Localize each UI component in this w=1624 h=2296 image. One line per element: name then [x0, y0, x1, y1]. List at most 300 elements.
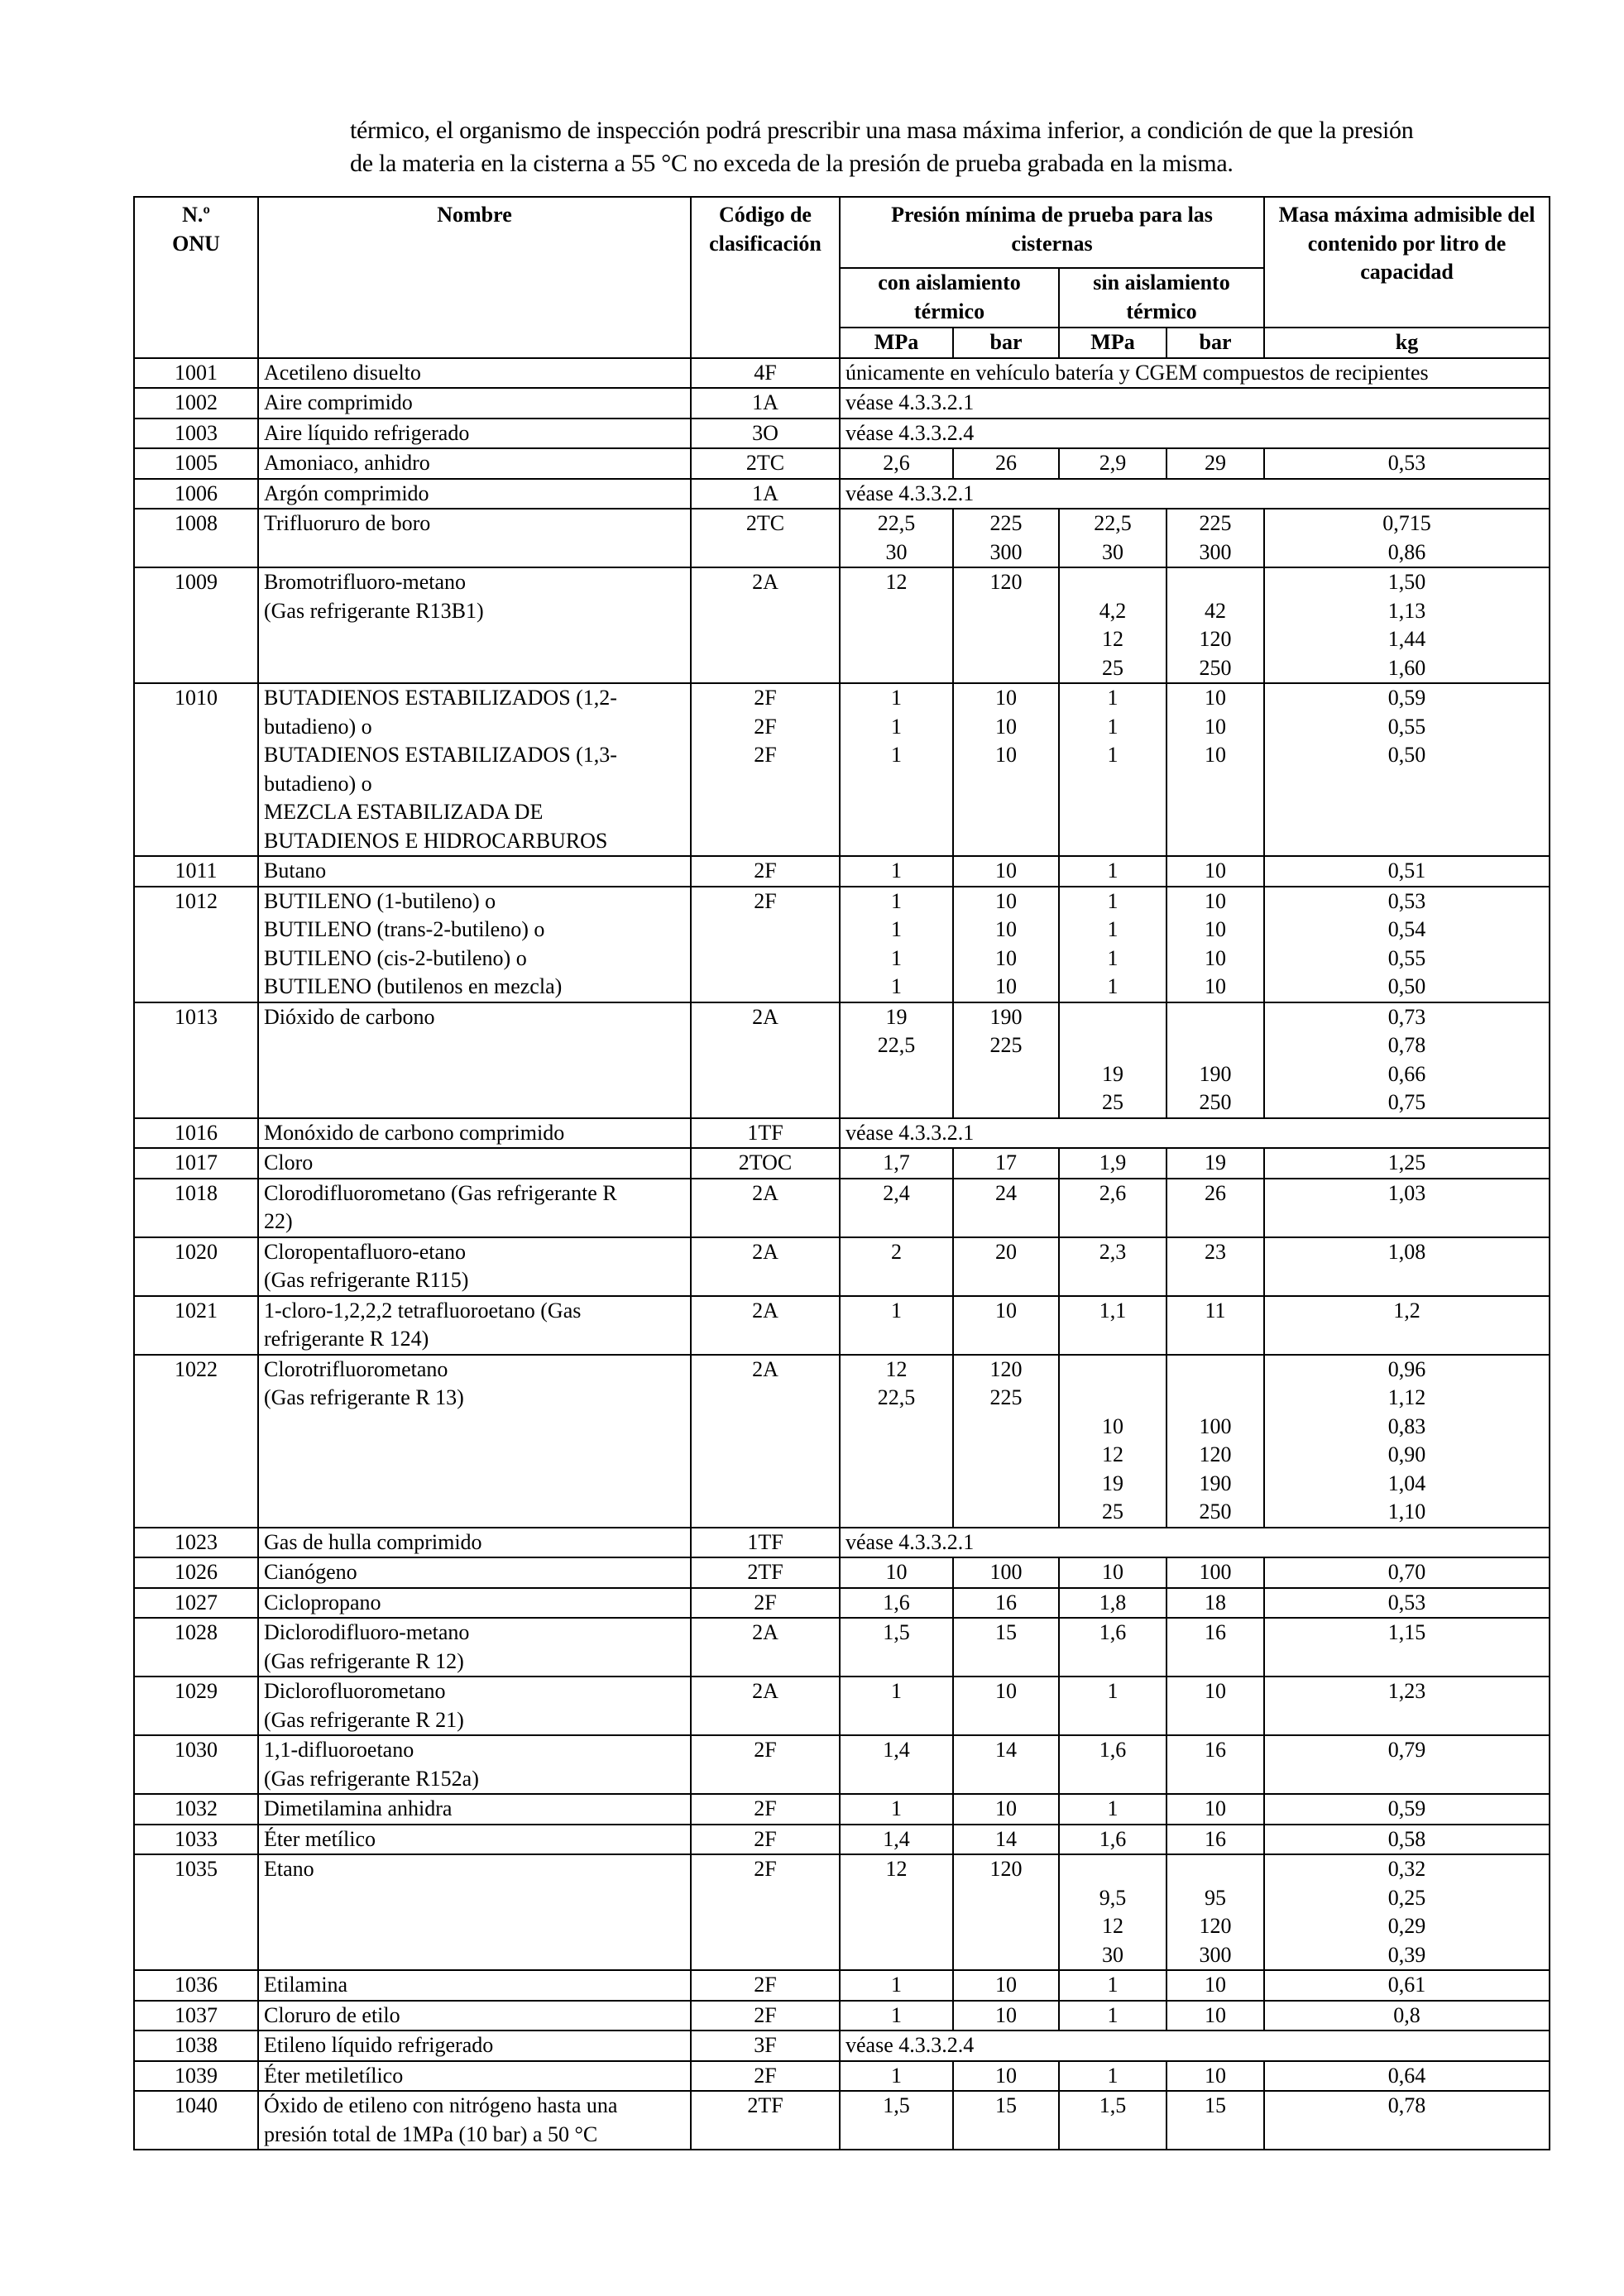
cell-max-mass-kg-line: 0,53: [1387, 451, 1426, 475]
cell-name: [258, 509, 691, 567]
cell-max-mass-kg: [1264, 448, 1550, 479]
cell-bar-without-insulation: [1167, 1854, 1264, 1970]
cell-bar-without-insulation: [1167, 1970, 1264, 2001]
cell-mpa-without-insulation-line: 1: [1107, 686, 1119, 710]
cell-mpa-without-insulation-line: 1,8: [1099, 1590, 1127, 1614]
cell-name-line: 22): [264, 1209, 293, 1233]
cell-bar-with-insulation-line: 10: [995, 743, 1017, 767]
cell-un-number: 1010: [134, 683, 258, 856]
cell-bar-without-insulation: [1167, 1588, 1264, 1619]
cell-bar-without-insulation-line: 10: [1205, 859, 1227, 883]
cell-max-mass-kg-line: 0,73: [1387, 1004, 1426, 1029]
cell-max-mass-kg-line: 0,75: [1387, 1090, 1426, 1114]
cell-mpa-with-insulation-line: 1: [891, 859, 902, 883]
cell-bar-with-insulation-line: 10: [995, 686, 1017, 710]
cell-un-number: 1001: [134, 358, 258, 389]
cell-name: [258, 1528, 691, 1558]
cell-mpa-without-insulation-line: 1: [1107, 1973, 1119, 1997]
cell-classification-code-line: 2F: [754, 1857, 777, 1881]
cell-bar-with-insulation: [953, 1148, 1059, 1179]
cell-max-mass-kg: [1264, 1970, 1550, 2001]
cell-name: [258, 1825, 691, 1855]
cell-bar-with-insulation-line: 16: [995, 1590, 1017, 1614]
cell-bar-without-insulation: [1167, 2091, 1264, 2150]
cell-max-mass-kg-line: 0,29: [1387, 1914, 1426, 1938]
table-row: [134, 419, 1550, 449]
table-row: [134, 1528, 1550, 1558]
cell-bar-with-insulation-line: 10: [995, 1298, 1017, 1323]
cell-un-number: 1036: [134, 1970, 258, 2001]
cell-un-number: 1035: [134, 1854, 258, 1970]
intro-paragraph: [350, 114, 1541, 180]
cell-bar-without-insulation: [1167, 1002, 1264, 1118]
cell-classification-code-line: 2A: [752, 1004, 778, 1029]
cell-name: [258, 2061, 691, 2092]
table-header: [134, 197, 1550, 358]
cell-classification-code-line: 2A: [752, 570, 778, 594]
header-classification-code: Código de clasificación: [691, 197, 840, 358]
cell-classification-code: [691, 1677, 840, 1735]
cell-mpa-with-insulation: [840, 1794, 953, 1825]
cell-classification-code: [691, 419, 840, 449]
cell-classification-code-line: 3F: [754, 2033, 777, 2057]
cell-mpa-without-insulation: [1059, 856, 1167, 887]
cell-max-mass-kg-line: 0,66: [1387, 1061, 1426, 1086]
cell-max-mass-kg-line: 0,58: [1387, 1826, 1426, 1851]
cell-name: [258, 887, 691, 1002]
cell-mpa-without-insulation-line: [1065, 1031, 1161, 1060]
cell-mpa-without-insulation: [1059, 1825, 1167, 1855]
table-row: [134, 1237, 1550, 1296]
cell-mpa-without-insulation-line: 1: [1107, 1796, 1119, 1820]
cell-bar-without-insulation: [1167, 1618, 1264, 1677]
cell-mpa-with-insulation-line: 1: [891, 1796, 902, 1820]
table-row: [134, 479, 1550, 509]
cell-max-mass-kg-line: 0,96: [1387, 1356, 1426, 1381]
cell-mpa-with-insulation: [840, 1148, 953, 1179]
cell-name: [258, 1179, 691, 1237]
cell-classification-code: [691, 856, 840, 887]
table-row: [134, 567, 1550, 683]
cell-classification-code-line: 2A: [752, 1679, 778, 1703]
cell-note: véase 4.3.3.2.4: [840, 419, 1550, 449]
cell-max-mass-kg-line: 1,08: [1387, 1239, 1426, 1264]
table-row: [134, 1118, 1550, 1149]
cell-mpa-without-insulation: [1059, 567, 1167, 683]
cell-mpa-with-insulation-line: 19: [885, 1004, 908, 1029]
cell-un-number: 1027: [134, 1588, 258, 1619]
cell-name-line: (Gas refrigerante R 21): [264, 1707, 464, 1732]
cell-bar-with-insulation: [953, 1825, 1059, 1855]
cell-mpa-with-insulation: [840, 683, 953, 856]
cell-name-line: Etileno líquido refrigerado: [264, 2033, 494, 2057]
cell-classification-code: [691, 887, 840, 1002]
cell-max-mass-kg: [1264, 1854, 1550, 1970]
cell-mpa-with-insulation: [840, 1296, 953, 1355]
cell-classification-code: [691, 1825, 840, 1855]
cell-max-mass-kg-line: 0,64: [1387, 2063, 1426, 2088]
cell-bar-without-insulation-line: 120: [1199, 627, 1232, 651]
cell-max-mass-kg-line: 1,25: [1387, 1150, 1426, 1174]
cell-classification-code: [691, 2061, 840, 2092]
cell-mpa-without-insulation-line: 1: [1107, 859, 1119, 883]
header-unit-bar-with: bar: [953, 328, 1059, 358]
header-min-test-pressure: Presión mínima de prueba para las cisternas: [840, 197, 1264, 268]
cell-bar-with-insulation: [953, 683, 1059, 856]
cell-classification-code: [691, 1179, 840, 1237]
cell-bar-with-insulation-line: 10: [995, 1796, 1017, 1820]
cell-name-line: Monóxido de carbono comprimido: [264, 1120, 565, 1145]
cell-bar-with-insulation-line: 120: [989, 1356, 1023, 1381]
cell-name: [258, 448, 691, 479]
cell-bar-without-insulation-line: 10: [1205, 945, 1227, 970]
cell-bar-with-insulation: [953, 448, 1059, 479]
cell-classification-code-line: 3O: [752, 420, 778, 445]
cell-classification-code: [691, 388, 840, 419]
cell-mpa-without-insulation: [1059, 448, 1167, 479]
cell-name-line: Argón comprimido: [264, 481, 429, 505]
cell-mpa-without-insulation: [1059, 1237, 1167, 1296]
cell-un-number: 1040: [134, 2091, 258, 2150]
cell-name-line: Gas de hulla comprimido: [264, 1529, 482, 1554]
cell-name-line: BUTADIENOS E HIDROCARBUROS: [264, 828, 608, 853]
cell-mpa-without-insulation-line: 25: [1102, 655, 1123, 680]
cell-bar-without-insulation-line: 42: [1205, 598, 1227, 623]
table-row: [134, 1588, 1550, 1619]
cell-mpa-with-insulation: [840, 2091, 953, 2150]
cell-name-line: (Gas refrigerante R 13): [264, 1385, 464, 1409]
table-row: [134, 887, 1550, 1002]
cell-bar-with-insulation: [953, 1557, 1059, 1588]
cell-mpa-without-insulation: [1059, 1355, 1167, 1528]
cell-name-line: Diclorodifluoro-metano: [264, 1620, 470, 1644]
cell-un-number: 1039: [134, 2061, 258, 2092]
cell-bar-with-insulation: [953, 1355, 1059, 1528]
cell-bar-without-insulation: [1167, 1825, 1264, 1855]
cell-max-mass-kg: [1264, 1355, 1550, 1528]
cell-un-number: 1012: [134, 887, 258, 1002]
cell-bar-with-insulation-line: 14: [995, 1826, 1017, 1851]
cell-mpa-without-insulation-line: 1,6: [1099, 1738, 1127, 1762]
table-row: [134, 509, 1550, 567]
cell-max-mass-kg: [1264, 887, 1550, 1002]
cell-mpa-without-insulation: [1059, 1970, 1167, 2001]
cell-max-mass-kg-line: 0,8: [1393, 2002, 1420, 2027]
cell-classification-code-line: 2F: [754, 1796, 777, 1820]
cell-bar-without-insulation-line: 29: [1205, 451, 1227, 475]
cell-classification-code-line: 2A: [752, 1298, 778, 1323]
cell-bar-with-insulation: [953, 1618, 1059, 1677]
cell-mpa-with-insulation: [840, 887, 953, 1002]
header-without-insulation: sin aislamiento térmico: [1059, 268, 1264, 328]
cell-bar-with-insulation-line: 120: [989, 570, 1023, 594]
cell-bar-without-insulation: [1167, 2061, 1264, 2092]
cell-max-mass-kg-line: 1,10: [1387, 1500, 1426, 1523]
cell-name-line: BUTILENO (cis-2-butileno) o: [264, 945, 527, 970]
cell-max-mass-kg-line: 0,70: [1387, 1560, 1426, 1584]
cell-mpa-with-insulation-line: 2: [891, 1239, 902, 1264]
cell-mpa-without-insulation-line: 25: [1102, 1500, 1123, 1523]
table-row: [134, 2001, 1550, 2031]
cell-bar-with-insulation: [953, 2001, 1059, 2031]
cell-un-number: 1008: [134, 509, 258, 567]
cell-classification-code-line: 1TF: [747, 1529, 783, 1554]
cell-bar-with-insulation-line: 10: [995, 2002, 1017, 2027]
cell-mpa-with-insulation-line: 30: [885, 539, 908, 564]
cell-bar-without-insulation-line: 225: [1199, 511, 1232, 535]
cell-bar-without-insulation-line: 26: [1205, 1180, 1227, 1205]
table-row: [134, 1002, 1550, 1118]
table-row: [134, 1557, 1550, 1588]
cell-max-mass-kg-line: 0,54: [1387, 917, 1426, 941]
cell-max-mass-kg-line: 1,23: [1387, 1679, 1426, 1703]
cell-name: [258, 1557, 691, 1588]
cell-classification-code: [691, 358, 840, 389]
cell-mpa-with-insulation-line: 2,4: [883, 1180, 910, 1205]
cell-bar-without-insulation-line: 100: [1199, 1413, 1232, 1438]
cell-bar-with-insulation: [953, 856, 1059, 887]
cell-mpa-without-insulation: [1059, 1002, 1167, 1118]
cell-classification-code: [691, 1148, 840, 1179]
cell-bar-with-insulation: [953, 1970, 1059, 2001]
cell-mpa-without-insulation-line: 1,6: [1099, 1620, 1127, 1644]
cell-bar-with-insulation-line: 10: [995, 974, 1017, 998]
cell-bar-with-insulation: [953, 1794, 1059, 1825]
cell-classification-code-line: 2F: [754, 686, 777, 710]
cell-bar-with-insulation: [953, 2061, 1059, 2092]
cell-classification-code: [691, 1618, 840, 1677]
cell-name-line: Butano: [264, 859, 327, 883]
cell-classification-code: [691, 1588, 840, 1619]
cell-bar-without-insulation: [1167, 856, 1264, 887]
cell-mpa-without-insulation-line: 22,5: [1094, 511, 1132, 535]
cell-max-mass-kg: [1264, 683, 1550, 856]
cell-name-line: Cianógeno: [264, 1560, 357, 1584]
cell-max-mass-kg: [1264, 1002, 1550, 1118]
cell-mpa-without-insulation-line: [1065, 1003, 1161, 1032]
cell-bar-with-insulation-line: 10: [995, 917, 1017, 941]
cell-name-line: Amoniaco, anhidro: [264, 451, 430, 475]
cell-bar-with-insulation-line: 10: [995, 945, 1017, 970]
cell-mpa-without-insulation-line: 19: [1102, 1471, 1123, 1495]
cell-classification-code-line: 2A: [752, 1356, 778, 1381]
cell-bar-without-insulation-line: 10: [1205, 1796, 1227, 1820]
cell-name-line: (Gas refrigerante R152a): [264, 1766, 479, 1791]
cell-bar-without-insulation-line: 190: [1199, 1061, 1232, 1086]
cell-bar-without-insulation-line: 10: [1205, 743, 1227, 767]
cell-mpa-with-insulation-line: 1: [891, 2002, 902, 2027]
cell-max-mass-kg-line: 1,03: [1387, 1180, 1426, 1205]
cell-classification-code: [691, 1118, 840, 1149]
cell-mpa-without-insulation-line: 2,9: [1099, 451, 1127, 475]
table-row: [134, 1148, 1550, 1179]
table-row: [134, 1296, 1550, 1355]
cell-max-mass-kg-line: 0,55: [1387, 714, 1426, 739]
cell-max-mass-kg-line: 0,59: [1387, 1796, 1426, 1820]
cell-bar-without-insulation: [1167, 1677, 1264, 1735]
table-row: [134, 1970, 1550, 2001]
cell-classification-code-line: 2F: [754, 859, 777, 883]
cell-bar-without-insulation-line: 10: [1205, 686, 1227, 710]
cell-max-mass-kg: [1264, 1237, 1550, 1296]
cell-bar-with-insulation: [953, 567, 1059, 683]
cell-classification-code: [691, 1237, 840, 1296]
cell-name: [258, 1970, 691, 2001]
cell-bar-with-insulation: [953, 2091, 1059, 2150]
intro-line-1: térmico, el organismo de inspección podrá prescribir una masa máxima inferior, a condición de que la presión: [350, 117, 1414, 144]
cell-classification-code-line: 2TC: [745, 511, 785, 535]
cell-classification-code-line: 2F: [754, 2002, 777, 2027]
cell-un-number: 1006: [134, 479, 258, 509]
cell-max-mass-kg-line: 0,25: [1387, 1885, 1426, 1910]
cell-name-line: Clorodifluorometano (Gas refrigerante R: [264, 1180, 617, 1205]
cell-mpa-with-insulation: [840, 1854, 953, 1970]
cell-max-mass-kg-line: 0,715: [1382, 511, 1431, 535]
cell-bar-with-insulation-line: 10: [995, 859, 1017, 883]
cell-mpa-without-insulation-line: 10: [1102, 1413, 1123, 1438]
cell-note: véase 4.3.3.2.4: [840, 2031, 1550, 2061]
cell-classification-code: [691, 1735, 840, 1794]
cell-bar-with-insulation-line: 300: [989, 539, 1023, 564]
cell-name: [258, 1854, 691, 1970]
cell-mpa-without-insulation-line: 1,6: [1099, 1826, 1127, 1851]
cell-bar-with-insulation: [953, 1002, 1059, 1118]
cell-classification-code-line: 1TF: [747, 1120, 783, 1145]
cell-mpa-without-insulation: [1059, 1588, 1167, 1619]
table-row: [134, 2061, 1550, 2092]
cell-mpa-without-insulation-line: 30: [1102, 1942, 1123, 1967]
cell-mpa-without-insulation: [1059, 1735, 1167, 1794]
cell-mpa-with-insulation: [840, 1588, 953, 1619]
cell-bar-with-insulation-line: 24: [995, 1180, 1017, 1205]
cell-mpa-without-insulation-line: 12: [1102, 1914, 1123, 1938]
cell-mpa-without-insulation-line: 1,5: [1099, 2093, 1127, 2117]
cell-un-number: 1029: [134, 1677, 258, 1735]
cell-note: véase 4.3.3.2.1: [840, 388, 1550, 419]
cell-mpa-with-insulation-line: 22,5: [877, 1385, 916, 1409]
cell-bar-without-insulation: [1167, 1296, 1264, 1355]
cell-classification-code-line: 2A: [752, 1620, 778, 1644]
cell-un-number: 1028: [134, 1618, 258, 1677]
cell-mpa-with-insulation-line: 12: [885, 1356, 908, 1381]
cell-un-number: 1013: [134, 1002, 258, 1118]
cell-name-line: Etilamina: [264, 1973, 348, 1997]
cell-mpa-with-insulation-line: 22,5: [877, 511, 916, 535]
cell-classification-code-line: 2TF: [747, 2093, 783, 2117]
table-row: [134, 1735, 1550, 1794]
cell-bar-without-insulation-line: 300: [1199, 539, 1232, 564]
cell-max-mass-kg-line: 1,12: [1387, 1385, 1426, 1409]
cell-bar-without-insulation-line: 300: [1199, 1942, 1232, 1967]
cell-classification-code-line: 2TF: [747, 1560, 783, 1584]
cell-bar-without-insulation-line: 250: [1199, 1500, 1232, 1523]
cell-classification-code-line: 2F: [754, 743, 777, 767]
cell-mpa-without-insulation-line: 12: [1102, 1442, 1123, 1466]
cell-mpa-without-insulation: [1059, 1854, 1167, 1970]
cell-classification-code-line: 1A: [752, 390, 778, 414]
cell-classification-code-line: 2F: [754, 1826, 777, 1851]
cell-name: [258, 1588, 691, 1619]
cell-bar-without-insulation-line: 23: [1205, 1239, 1227, 1264]
cell-bar-without-insulation: [1167, 1735, 1264, 1794]
cell-bar-with-insulation-line: 20: [995, 1239, 1017, 1264]
cell-mpa-with-insulation-line: 1,5: [883, 1620, 910, 1644]
cell-bar-with-insulation-line: 10: [995, 1973, 1017, 1997]
cell-name: [258, 388, 691, 419]
cell-mpa-with-insulation: [840, 1970, 953, 2001]
cell-mpa-with-insulation-line: 1: [891, 1973, 902, 1997]
cell-max-mass-kg-line: 1,04: [1387, 1471, 1426, 1495]
cell-mpa-without-insulation: [1059, 1179, 1167, 1237]
cell-bar-with-insulation-line: 10: [995, 714, 1017, 739]
cell-mpa-without-insulation-line: 1: [1107, 974, 1119, 998]
cell-mpa-with-insulation: [840, 1677, 953, 1735]
cell-mpa-with-insulation-line: 1: [891, 2063, 902, 2088]
cell-un-number: 1033: [134, 1825, 258, 1855]
cell-name-line: Éter metiletílico: [264, 2063, 404, 2088]
cell-mpa-without-insulation-line: 1,9: [1099, 1150, 1127, 1174]
cell-bar-without-insulation: [1167, 1179, 1264, 1237]
cell-mpa-with-insulation: [840, 1557, 953, 1588]
cell-mpa-with-insulation: [840, 2001, 953, 2031]
cell-classification-code: [691, 479, 840, 509]
cell-mpa-without-insulation-line: 12: [1102, 627, 1123, 651]
cell-un-number: 1023: [134, 1528, 258, 1558]
cell-bar-with-insulation: [953, 887, 1059, 1002]
cell-classification-code-line: 2F: [754, 714, 777, 739]
cell-bar-without-insulation-line: [1172, 1356, 1258, 1385]
table-row: [134, 683, 1550, 856]
cell-mpa-with-insulation: [840, 1237, 953, 1296]
table-row: [134, 448, 1550, 479]
cell-name: [258, 1735, 691, 1794]
cell-name-line: BUTILENO (1-butileno) o: [264, 888, 496, 913]
header-name: Nombre: [258, 197, 691, 358]
cell-bar-without-insulation-line: 10: [1205, 2063, 1227, 2088]
cell-mpa-without-insulation-line: 1: [1107, 714, 1119, 739]
cell-bar-without-insulation-line: 10: [1205, 1679, 1227, 1703]
cell-mpa-without-insulation-line: [1065, 1855, 1161, 1884]
cell-mpa-with-insulation-line: 1: [891, 1298, 902, 1323]
cell-mpa-without-insulation-line: 1: [1107, 2063, 1119, 2088]
cell-bar-without-insulation: [1167, 1355, 1264, 1528]
cell-classification-code: [691, 1002, 840, 1118]
cell-name: [258, 419, 691, 449]
cell-bar-with-insulation-line: 10: [995, 888, 1017, 913]
cell-mpa-with-insulation-line: 1,6: [883, 1590, 910, 1614]
cell-bar-without-insulation-line: 10: [1205, 1973, 1227, 1997]
cell-bar-with-insulation-line: 15: [995, 1620, 1017, 1644]
cell-mpa-with-insulation-line: 1,5: [883, 2093, 910, 2117]
cell-mpa-with-insulation: [840, 1002, 953, 1118]
cell-mpa-without-insulation: [1059, 509, 1167, 567]
table-row: [134, 2031, 1550, 2061]
table-row: [134, 1355, 1550, 1528]
cell-bar-without-insulation-line: [1172, 568, 1258, 597]
cell-classification-code: [691, 1854, 840, 1970]
cell-classification-code-line: 2F: [754, 1590, 777, 1614]
cell-mpa-without-insulation-line: [1065, 1384, 1161, 1413]
cell-mpa-with-insulation-line: 1: [891, 888, 902, 913]
cell-un-number: 1020: [134, 1237, 258, 1296]
cell-classification-code: [691, 2091, 840, 2150]
cell-bar-with-insulation-line: 225: [989, 1385, 1023, 1409]
cell-classification-code-line: 2TOC: [738, 1150, 793, 1174]
cell-max-mass-kg: [1264, 1825, 1550, 1855]
cell-mpa-with-insulation-line: 2,6: [883, 451, 910, 475]
cell-mpa-with-insulation: [840, 1825, 953, 1855]
cell-classification-code: [691, 1794, 840, 1825]
